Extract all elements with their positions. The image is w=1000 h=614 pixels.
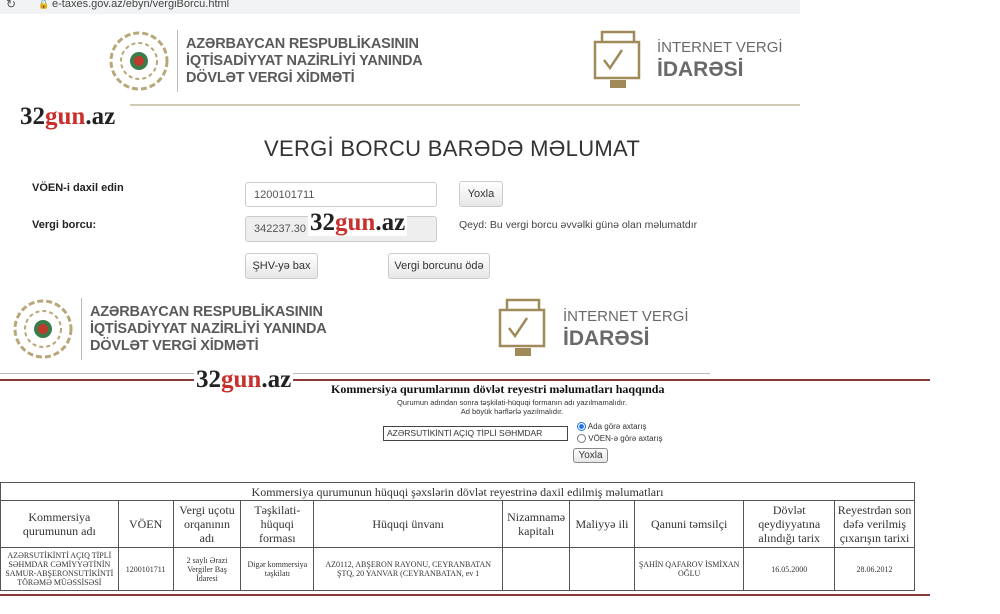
column-header: Reyestrdən son dəfə verilmiş çıxarışın tarixi — [835, 501, 915, 548]
radio-label: VÖEN-ə görə axtarış — [588, 434, 663, 443]
registry-check-button[interactable]: Yoxla — [573, 448, 608, 463]
org-line: İQTİSADİYYAT NAZİRLİYİ YANINDA — [90, 321, 327, 337]
column-header: Vergi uçotu orqanının adı — [173, 501, 241, 548]
shv-button[interactable]: ŞHV-yə bax — [245, 253, 318, 279]
pay-debt-button[interactable]: Vergi borcunu ödə — [388, 253, 490, 279]
reload-icon[interactable]: ↻ — [6, 0, 17, 11]
debt-note: Qeyd: Bu vergi borcu əvvəlki günə olan məlumatdır — [459, 219, 698, 231]
table-caption: Kommersiya qurumunun hüquqi şəxslərin dövlət reyestrinə daxil edilmiş məlumatları — [1, 483, 915, 501]
registry-title: Kommersiya qurumlarının dövlət reyestri məlumatları haqqında — [331, 382, 665, 396]
cell-legal-form: Digər kommersiya təşkilatı — [241, 548, 314, 591]
cell-fiscal-year — [570, 548, 635, 591]
internet-tax-icon — [592, 30, 646, 92]
radio-checked-icon[interactable] — [577, 422, 586, 431]
hint: Qurumun adından sonra təşkilati-hüquqi formanın adı yazılmamalıdır. — [396, 398, 628, 407]
debt-amount-field: 342237.30 — [245, 216, 437, 242]
page-title: VERGİ BORCU BARƏDƏ MƏLUMAT — [264, 136, 641, 161]
registry-table — [0, 482, 915, 591]
cell-extract-date: 28.06.2012 — [835, 548, 915, 591]
org-name — [90, 304, 327, 355]
rule — [0, 373, 710, 374]
watermark: 32gun.az — [196, 366, 292, 393]
lock-icon: 🔒 — [38, 0, 50, 9]
column-header: Təşkilati-hüquqi forması — [241, 501, 314, 548]
radio-unchecked-icon[interactable] — [577, 434, 586, 443]
cell-address: AZ0112, ABŞERON RAYONU, CEYRANBATAN ŞTQ, 20 YANVAR (CEYRANBATAN, ev 1 — [314, 548, 503, 591]
column-header: Hüquqi ünvanı — [314, 501, 503, 548]
search-type — [577, 421, 662, 445]
org-line: DÖVLƏT VERGİ XİDMƏTİ — [90, 338, 259, 354]
header-divider — [81, 298, 82, 360]
watermark: 32gun.az — [20, 103, 116, 130]
emblem-icon — [12, 298, 74, 360]
header-divider — [177, 30, 178, 92]
cell-registration-date: 16.05.2000 — [744, 548, 835, 591]
url-text[interactable]: e-taxes.gov.az/ebyn/vergiBorcu.html — [52, 0, 230, 10]
radio-by-name[interactable] — [577, 421, 662, 433]
rule — [0, 379, 930, 381]
debt-label: Vergi borcu: — [32, 219, 97, 231]
column-header: Dövlət qeydiyyatına alındığı tarix — [744, 501, 835, 548]
column-header: Nizamnamə kapitalı — [503, 501, 570, 548]
rule — [0, 594, 930, 596]
header-rule — [130, 104, 800, 106]
radio-label: Ada görə axtarış — [587, 422, 647, 431]
brand-line2: İDARƏSİ — [563, 327, 650, 350]
column-header: Qanuni təmsilçi — [634, 501, 743, 548]
cell-name: AZƏRSUTİKİNTİ AÇIQ TİPLİ SƏHMDAR CƏMİYYƏTİNİN SAMUR-ABŞERONSUTİKİNTİ TÖRƏMƏ MÜƏSSİSƏSİ — [1, 548, 119, 591]
cell-capital — [503, 548, 570, 591]
cell-tax-office: 2 saylı Ərazi Vergiler Baş İdaresi — [173, 548, 241, 591]
org-line: İQTİSADİYYAT NAZİRLİYİ YANINDA — [186, 53, 423, 69]
org-name — [186, 36, 423, 87]
internet-tax-icon — [497, 298, 551, 360]
column-header: Maliyyə ili — [570, 501, 635, 548]
org-line: DÖVLƏT VERGİ XİDMƏTİ — [186, 70, 355, 86]
column-header: VÖEN — [118, 501, 173, 548]
emblem-icon — [108, 30, 170, 92]
table-row — [1, 548, 915, 591]
hint: Ad böyük hərflərlə yazılmalıdır. — [460, 407, 564, 416]
column-header: Kommersiya qurumunun adı — [1, 501, 119, 548]
watermark: 32gun.az — [310, 209, 406, 236]
cell-voen: 1200101711 — [118, 548, 173, 591]
check-button[interactable]: Yoxla — [459, 181, 503, 207]
company-search-input[interactable]: AZƏRSUTİKİNTİ AÇIQ TİPLİ SƏHMDAR — [383, 426, 568, 441]
voen-label: VÖEN-i daxil edin — [32, 182, 124, 194]
radio-by-voen[interactable] — [577, 433, 662, 445]
cell-representative: ŞAHİN QAFAROV İSMİXAN OĞLU — [634, 548, 743, 591]
registry-hints — [312, 398, 712, 416]
brand-line1: İNTERNET VERGİ — [657, 39, 783, 56]
voen-input[interactable]: 1200101711 — [245, 182, 437, 207]
org-line: AZƏRBAYCAN RESPUBLİKASININ — [90, 304, 323, 320]
brand-line1: İNTERNET VERGİ — [563, 308, 689, 325]
brand-line2: İDARƏSİ — [657, 58, 744, 81]
org-line: AZƏRBAYCAN RESPUBLİKASININ — [186, 36, 419, 52]
